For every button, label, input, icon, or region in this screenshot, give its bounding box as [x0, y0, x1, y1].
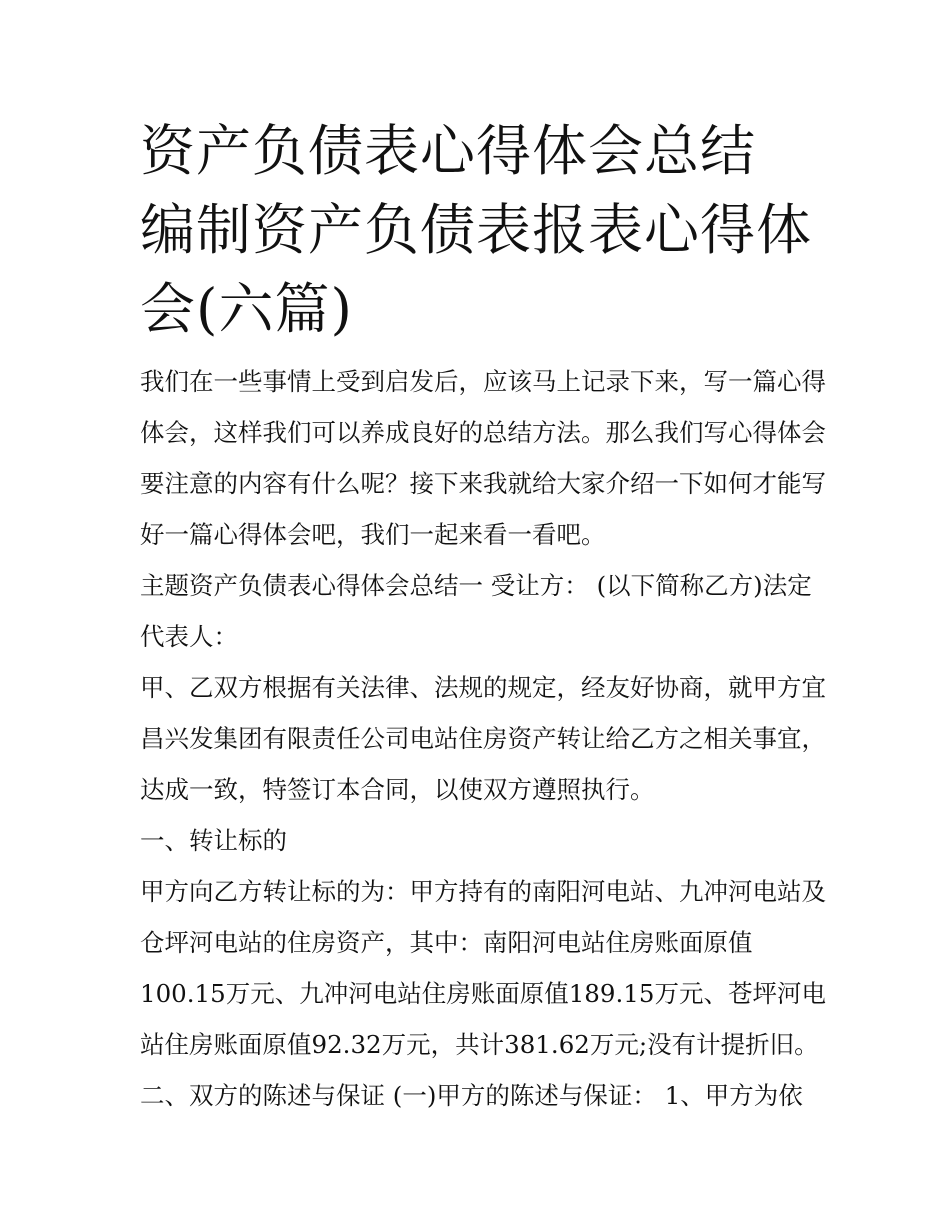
paragraph-representations: 二、双方的陈述与保证 (一)甲方的陈述与保证： 1、甲方为依: [140, 1081, 803, 1110]
section-heading-transfer-object: 一、转让标的: [140, 826, 287, 855]
paragraph-transfer-details: 甲方向乙方转让标的为：甲方持有的南阳河电站、九冲河电站及仓坪河电站的住房资产，其中：南阳河电站住房账面原值100.15万元、九冲河电站住房账面原值189.15万元、苍坪河电站住房账面原值92.32万元，共计381.62万元;没有计提折旧。: [140, 877, 826, 1059]
paragraph-parties: 主题资产负债表心得体会总结一 受让方： (以下简称乙方)法定代表人：: [140, 571, 812, 651]
paragraph-intro: 我们在一些事情上受到启发后，应该马上记录下来，写一篇心得体会，这样我们可以养成良好的总结方法。那么我们写心得体会要注意的内容有什么呢？接下来我就给大家介绍一下如何才能写好一篇心得体会吧，我们一起来看一看吧。: [140, 367, 826, 549]
paragraph-agreement: 甲、乙双方根据有关法律、法规的规定，经友好协商，就甲方宜昌兴发集团有限责任公司电站住房资产转让给乙方之相关事宜，达成一致，特签订本合同，以使双方遵照执行。: [140, 673, 826, 804]
document-body: [140, 356, 830, 1121]
document-title: 资产负债表心得体会总结 编制资产负债表报表心得体会(六篇): [140, 119, 813, 341]
